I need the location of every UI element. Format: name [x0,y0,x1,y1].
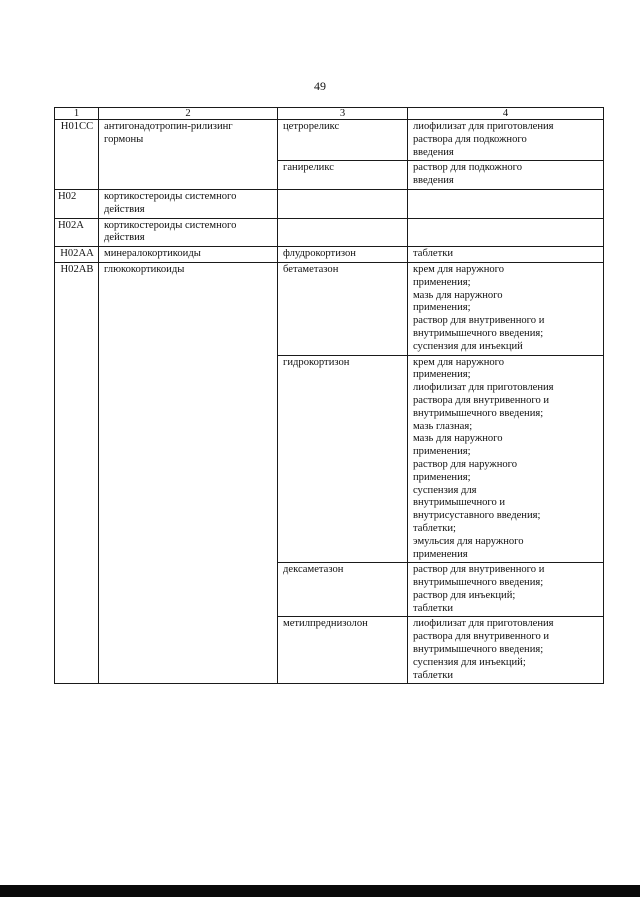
group-text-line: кортикостероиды системного [104,190,237,202]
anatomical-therapeutic-group-cell [99,247,278,263]
dosage-form-line: раствор для подкожного [413,162,523,174]
dosage-form-line: мазь для наружного [413,289,503,301]
drug-name: метилпреднизолон [283,618,368,630]
group-text-line: минералокортикоиды [104,248,201,260]
anatomical-therapeutic-group-cell [99,262,278,684]
column-header-4: 4 [408,108,604,120]
table-row [55,120,604,161]
group-text-line: кортикостероиды системного [104,219,237,231]
drug-name: цетрореликс [283,121,340,132]
dosage-forms-cell [408,247,604,263]
dosage-form-line: применения [413,548,468,560]
dosage-forms-cell [408,189,604,218]
dosage-forms-cell [408,355,604,563]
group-text-line: действия [104,203,145,215]
dosage-form-line: раствор для наружного [413,458,518,470]
dosage-forms-cell [408,262,604,355]
anatomical-therapeutic-group-cell [99,120,278,190]
dosage-form-line: раствор для внутривенного и [413,315,545,327]
dosage-form-line: эмульсия для наружного [413,535,524,547]
group-text-line: глюкокортикоиды [104,263,185,275]
dosage-form-line: введения [413,175,454,187]
dosage-form-line: внутримышечного и [413,497,506,509]
dosage-forms-cell [408,161,604,190]
drug-name-cell [278,189,408,218]
dosage-form-line: лиофилизат для приготовления [413,121,554,132]
group-text-line: действия [104,232,145,244]
dosage-form-line: суспензия для инъекций; [413,656,526,668]
drug-name: гидрокортизон [283,356,350,368]
dosage-form-line: лиофилизат для приготовления [413,382,554,394]
dosage-form-line: суспензия для инъекций [413,340,523,352]
table-body [55,120,604,684]
atc-code-cell: H02 [55,189,99,218]
dosage-form-line: применения; [413,276,471,288]
drug-name: бетаметазон [283,263,339,275]
table-row [55,189,604,218]
dosage-form-line: раствора для внутривенного и [413,394,550,406]
drug-name-cell [278,218,408,247]
table-row [55,262,604,355]
dosage-form-line: раствор для внутривенного и [413,564,545,576]
drug-name-cell [278,247,408,263]
dosage-form-line: крем для наружного [413,263,505,275]
drug-name: ганиреликс [283,162,334,174]
drug-name-cell [278,617,408,684]
anatomical-therapeutic-group-cell [99,218,278,247]
drug-name-cell [278,355,408,563]
dosage-form-line: раствора для подкожного [413,133,527,145]
drug-name: дексаметазон [283,564,344,576]
dosage-form-line: введения [413,146,454,158]
drug-name-cell [278,262,408,355]
dosage-form-line: мазь для наружного [413,433,503,445]
dosage-form-line: применения; [413,471,471,483]
atc-code-cell: H02AB [55,262,99,684]
drug-name-cell [278,563,408,617]
dosage-form-line: применения; [413,369,471,381]
page-number: 49 [314,79,326,93]
scan-border-bar [0,885,640,897]
dosage-form-line: внутримышечного введения; [413,327,544,339]
dosage-form-line: раствор для инъекций; [413,589,516,601]
dosage-form-line: мазь глазная; [413,420,473,432]
column-header-1: 1 [55,108,99,120]
drug-table [54,107,604,684]
group-text-line: антигонадотропин-рилизинг [104,121,233,132]
dosage-form-line: суспензия для [413,484,477,496]
dosage-form-line: лиофилизат для приготовления [413,618,554,630]
dosage-form-line: внутримышечного введения; [413,644,544,656]
column-header-3: 3 [278,108,408,120]
column-header-2: 2 [99,108,278,120]
dosage-form-line: таблетки [413,248,454,260]
dosage-form-line: применения; [413,446,471,458]
dosage-form-line: таблетки [413,669,454,681]
group-text-line: гормоны [104,133,144,145]
dosage-form-line: таблетки [413,602,454,614]
table-row [55,247,604,263]
drug-name: флудрокортизон [283,248,356,260]
dosage-form-line: раствора для внутривенного и [413,631,550,643]
drug-name-cell [278,120,408,161]
dosage-forms-cell [408,617,604,684]
dosage-form-line: внутримышечного введения; [413,577,544,589]
dosage-form-line: внутрисуставного введения; [413,510,541,522]
drug-name-cell [278,161,408,190]
dosage-forms-cell [408,120,604,161]
dosage-form-line: таблетки; [413,522,456,534]
dosage-forms-cell [408,563,604,617]
dosage-form-line: крем для наружного [413,356,505,368]
anatomical-therapeutic-group-cell [99,189,278,218]
dosage-form-line: внутримышечного введения; [413,407,544,419]
dosage-forms-cell [408,218,604,247]
atc-code-cell: H02AA [55,247,99,263]
table-row [55,218,604,247]
atc-code-cell: H02A [55,218,99,247]
dosage-form-line: применения; [413,302,471,314]
atc-code-cell: H01CC [55,120,99,190]
table-header-row [55,108,604,120]
